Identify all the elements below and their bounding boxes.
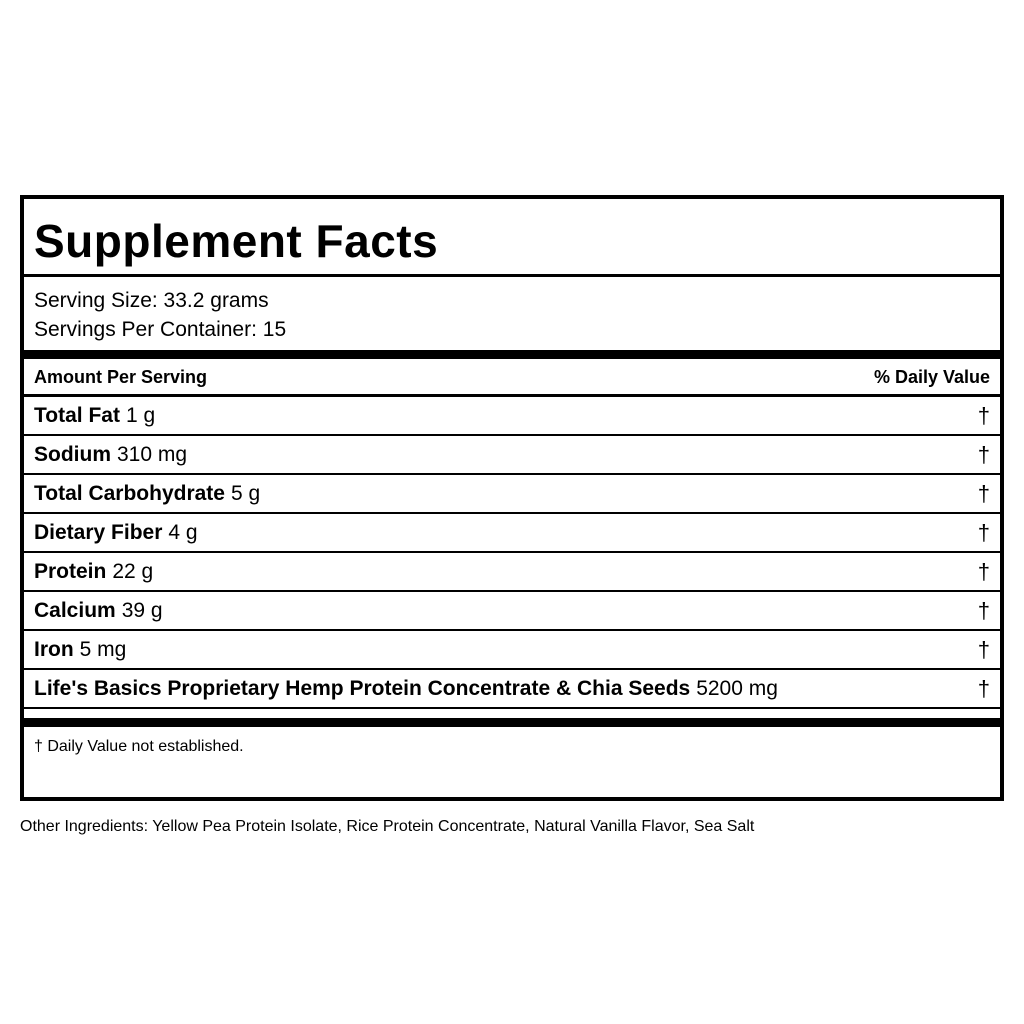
nutrient-name: Dietary Fiber [34,521,163,544]
nutrient-label [34,520,198,546]
daily-value-dagger: † [977,559,990,584]
nutrient-amount: 4 g [168,521,198,544]
divider-thick [24,350,1000,359]
daily-value-dagger: † [977,481,990,506]
nutrient-row [24,436,1000,473]
nutrient-label [34,676,778,702]
nutrient-amount: 5 g [230,482,261,505]
panel-title: Supplement Facts [34,215,439,267]
daily-value-dagger: † [977,676,990,701]
nutrient-name: Protein [34,560,107,583]
daily-value-dagger: † [977,442,990,467]
nutrient-amount: 22 g [112,560,154,583]
nutrient-name: Sodium [34,443,111,466]
nutrient-amount: 310 mg [117,443,188,466]
nutrient-name: Calcium [34,599,116,622]
nutrient-row [24,475,1000,512]
nutrient-row [24,397,1000,434]
nutrient-name: Iron [34,638,74,661]
nutrient-label [34,598,163,624]
servings-per-container: Servings Per Container: 15 [34,318,287,341]
nutrient-row [24,631,1000,668]
nutrient-label [34,559,153,585]
nutrient-row [24,592,1000,629]
nutrient-row [24,514,1000,551]
nutrient-name: Life's Basics Proprietary Hemp Protein Concentrate & Chia Seeds [34,677,691,700]
supplement-facts-panel [20,195,1004,801]
daily-value-dagger: † [977,520,990,545]
daily-value-dagger: † [977,598,990,623]
daily-value-dagger: † [977,403,990,428]
row-divider [24,707,1000,709]
nutrient-name: Total Carbohydrate [34,482,225,505]
nutrient-row [24,670,1000,707]
nutrient-label [34,403,155,429]
serving-size: Serving Size: 33.2 grams [34,289,269,312]
nutrient-name: Total Fat [34,404,120,427]
nutrient-amount: 39 g [121,599,163,622]
nutrient-amount: 1 g [125,404,156,427]
nutrient-amount: 5200 mg [696,677,778,700]
nutrient-label [34,481,260,507]
daily-value-header: % Daily Value [873,367,990,387]
nutrient-label [34,442,187,468]
amount-per-serving-header: Amount Per Serving [34,367,208,387]
nutrient-amount: 5 mg [79,638,127,661]
nutrient-row [24,553,1000,590]
daily-value-dagger: † [977,637,990,662]
divider-thin [24,274,1000,277]
other-ingredients: Other Ingredients: Yellow Pea Protein Isolate, Rice Protein Concentrate, Natural Vanilla Flavor, Sea Salt [20,818,755,835]
nutrient-label [34,637,126,663]
divider-thick-bottom [24,718,1000,727]
footnote: † Daily Value not established. [34,738,244,755]
